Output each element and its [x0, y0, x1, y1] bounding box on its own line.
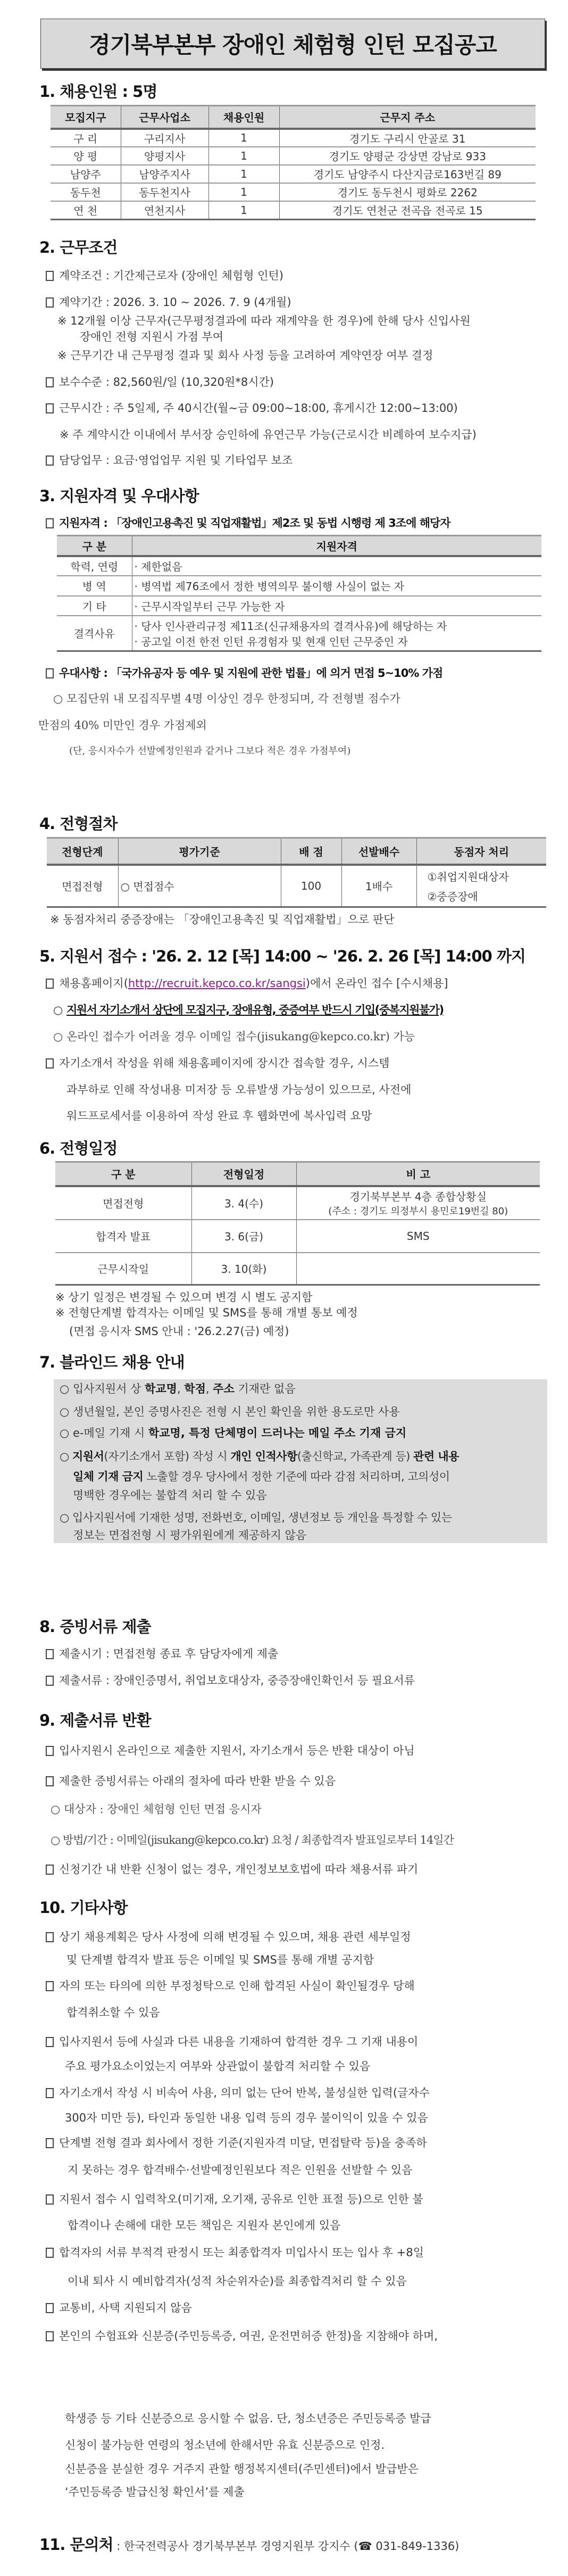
- table-cell: ○ 면접점수: [118, 865, 281, 907]
- note: ※ 12개월 이상 근무자(근무평정결과에 따라 재계약을 한 경우)에 한해 당사 신입사원: [57, 314, 471, 327]
- misc-text: 입사지원서 등에 사실과 다른 내용을 기재하여 합격한 경우 그 기재 내용이: [59, 2035, 419, 2048]
- hours-text: 근무시간 : 주 5일제, 주 40시간(월~금 09:00~18:00, 휴게시간 12:00~13:00): [59, 402, 458, 415]
- square-bullet-icon: [46, 2303, 54, 2313]
- square-bullet-icon: [46, 668, 54, 678]
- seg: ,: [205, 1382, 213, 1395]
- square-bullet-icon: [46, 2037, 54, 2047]
- blind-item: [60, 1449, 459, 1464]
- seg: (출신학교, 가족관계 등): [297, 1450, 414, 1463]
- misc-item: [46, 2300, 192, 2315]
- blind-item: [60, 1381, 296, 1396]
- square-bullet-icon: [46, 1865, 54, 1875]
- note: ※ 주 계약시간 이내에서 부서장 승인하에 유연근무 가능(근로시간 비례하여 보수지급): [60, 428, 477, 441]
- seg: 입사지원서 상: [73, 1382, 145, 1395]
- table-header: 동점자 처리: [416, 838, 546, 865]
- table-cell: 양 평: [51, 147, 121, 165]
- must-write-text: 지원서 자기소개서 상단에 모집지구, 장애유형, 중증여부 반드시 기입(중복지원불가): [66, 1004, 444, 1016]
- work-hours: [46, 401, 458, 416]
- seg: 입사지원서에 기재한 성명, 전화번호, 이메일, 생년정보 등 개인을 특정할 수 있는: [72, 1511, 452, 1524]
- table-row: [57, 596, 541, 616]
- table-header: 모집지구: [51, 106, 121, 129]
- table-cell: 100: [281, 865, 341, 907]
- table-cell: 학력, 연령: [57, 556, 132, 576]
- schedule-table: [55, 1161, 540, 1286]
- note: ※ 전형단계별 합격자는 이메일 및 SMS를 통해 개별 통보 예정: [55, 1306, 358, 1319]
- table-cell: 근무시작일: [55, 1253, 191, 1285]
- seg-bold: 관련 내용: [413, 1450, 459, 1463]
- online-suffix: )에서 온라인 접수 [수시채용]: [305, 977, 448, 990]
- table-cell: · 근무시작일부터 근무 가능한 자: [132, 596, 541, 616]
- return-item: [46, 1862, 418, 1877]
- table-cell: 1: [208, 183, 279, 201]
- section-9-heading: 9. 제출서류 반환: [39, 1711, 151, 1729]
- table-header: 구 분: [55, 1162, 191, 1186]
- recruit-table: [51, 105, 536, 220]
- return-item: [46, 1774, 336, 1788]
- table-cell: 결격사유: [57, 616, 132, 651]
- seg: (자기소개서 포함) 작성 시: [104, 1450, 231, 1463]
- misc-cont: ‘주민등록증 발급신청 확인서’를 제출: [65, 2486, 245, 2498]
- table-row: [51, 147, 536, 165]
- warning-text: 자기소개서 작성을 위해 채용홈페이지에 장시간 접속할 경우, 시스템: [59, 1057, 390, 1070]
- table-header: 평가기준: [118, 838, 281, 865]
- contract-period-text: 계약기간 : 2026. 3. 10 ~ 2026. 7. 9 (4개월): [59, 296, 291, 309]
- table-header: 구 분: [57, 536, 132, 556]
- circle-bullet: ○: [60, 1511, 69, 1524]
- square-bullet-icon: [46, 1058, 54, 1068]
- table-cell: 경기도 구리시 안골로 31: [279, 129, 536, 147]
- table-cell: 면접전형: [47, 865, 118, 907]
- table-cell: [416, 865, 546, 907]
- table-cell: 동두천지사: [121, 183, 208, 201]
- table-header-row: [51, 106, 536, 129]
- table-row: [51, 129, 536, 147]
- square-bullet-icon: [46, 2248, 54, 2258]
- table-header: 전형단계: [47, 838, 118, 865]
- table-cell: 합격자 발표: [55, 1220, 191, 1253]
- submit-timing: [46, 1646, 278, 1661]
- duty-text: 담당업무 : 요금·영업업무 지원 및 기타업무 보조: [59, 454, 293, 467]
- table-cell: 3. 10(화): [191, 1253, 296, 1285]
- return-text: 제출한 증빙서류는 아래의 절차에 따라 반환 받을 수 있음: [59, 1775, 336, 1787]
- square-bullet-icon: [46, 377, 54, 387]
- note: ※ 근무기간 내 근무평정 결과 및 회사 사정 등을 고려하여 계약연장 여부 결정: [57, 349, 433, 362]
- misc-cont: 신분증을 분실한 경우 거주지 관할 행정복지센터(주민센터)에서 발급받은: [65, 2463, 419, 2475]
- docs-text: 제출서류 : 장애인증명서, 취업보호대상자, 중증장애인확인서 등 필요서류: [59, 1674, 415, 1687]
- cell-line: 경기북부본부 4층 종합상황실: [349, 1190, 487, 1203]
- table-cell: 면접전형: [55, 1186, 191, 1220]
- seg-bold: 학교명, 특정 단체명이 드러나는 메일 주소 기재 금지: [148, 1427, 407, 1439]
- square-bullet-icon: [46, 1932, 54, 1942]
- table-row: [57, 616, 541, 651]
- table-row: [47, 865, 546, 907]
- section-11-heading: 11. 문의처: [39, 2536, 113, 2554]
- table-header: 근무지 주소: [279, 106, 536, 129]
- misc-cont: 주요 평가요소이었는지 여부와 상관없이 불합격 처리할 수 있음: [65, 2060, 371, 2073]
- seg: 생년월일, 본인 증명사진은 전형 시 본인 확인을 위한 용도로만 사용: [73, 1405, 400, 1418]
- return-detail: ○ 방법/기간 : 이메일(jisukang@kepco.co.kr) 요청 / 최종합격자 발표일로부터 14일간: [51, 1834, 454, 1846]
- cell-line: ①취업지원대상자: [427, 870, 509, 883]
- duty: [46, 453, 293, 468]
- square-bullet-icon: [46, 271, 54, 281]
- misc-item: [46, 1978, 415, 1993]
- table-cell: 양평지사: [121, 147, 208, 165]
- table-row: [57, 576, 541, 596]
- must-write-note: [53, 1003, 444, 1017]
- table-header: 선발배수: [341, 838, 416, 865]
- table-cell: · 제한없음: [132, 556, 541, 576]
- table-cell: [132, 616, 541, 651]
- table-header: 전형일정: [191, 1162, 296, 1186]
- misc-item: [46, 2329, 438, 2343]
- section-5-heading: 5. 지원서 접수 : '26. 2. 12 [목] 14:00 ~ '26. 2. 26 [목] 14:00 까지: [39, 947, 525, 965]
- table-cell: [296, 1186, 540, 1220]
- misc-cont: 300자 미만 등), 타인과 동일한 내용 입력 등의 경우 불이익이 있을 수 있음: [65, 2111, 428, 2124]
- seg-bold: 학점: [184, 1382, 206, 1395]
- misc-item: [46, 2135, 427, 2150]
- table-header-row: [47, 838, 546, 865]
- misc-cont: 합격취소할 수 있음: [66, 2006, 160, 2019]
- table-cell: 동두천: [51, 183, 121, 201]
- table-cell: 기 타: [57, 596, 132, 616]
- misc-text: 본인의 수험표와 신분증(주민등록증, 여권, 운전면허증 한정)을 지참해야 하며,: [59, 2330, 438, 2342]
- seg-bold: 주소: [213, 1382, 235, 1395]
- misc-cont: 및 단계별 합격자 발표 등은 이메일 및 SMS를 통해 개별 공지함: [66, 1953, 374, 1966]
- section-1-heading: 1. 채용인원 : 5명: [39, 82, 157, 101]
- page-title: 경기북부본부 장애인 체험형 인턴 모집공고: [89, 32, 497, 58]
- misc-item: [46, 1929, 411, 1944]
- timing-text: 제출시기 : 면접전형 종료 후 담당자에게 제출: [59, 1647, 279, 1660]
- pay-level: [46, 375, 274, 390]
- note: 장애인 전형 지원시 가점 부여: [80, 330, 224, 343]
- preference-detail: (단, 응시자수가 선발예정인원과 같거나 그보다 적은 경우 가점부여): [69, 746, 351, 757]
- misc-item: [46, 2085, 430, 2100]
- square-bullet-icon: [46, 518, 54, 528]
- contract-type-text: 계약조건 : 기간제근로자 (장애인 체험형 인턴): [59, 269, 283, 282]
- blind-item-cont: 명백한 경우에는 불합격 처리 할 수 있음: [73, 1489, 267, 1502]
- misc-text: 합격자의 서류 부적격 판정시 또는 최종합격자 미입사시 또는 입사 후 +8일: [59, 2246, 424, 2259]
- table-row: [51, 183, 536, 201]
- table-cell: 연 천: [51, 201, 121, 220]
- contact-line: [39, 2535, 459, 2557]
- circle-bullet: ○: [60, 1450, 69, 1463]
- seg: 기재란 없음: [234, 1382, 296, 1395]
- table-row: [57, 556, 541, 576]
- square-bullet-icon: [46, 1649, 54, 1659]
- note: ※ 상기 일정은 변경될 수 있으며 변경 시 별도 공지함: [55, 1291, 313, 1304]
- table-header: 배 점: [281, 838, 341, 865]
- section-2-heading: 2. 근무조건: [39, 238, 118, 256]
- section-8-heading: 8. 증빙서류 제출: [39, 1618, 151, 1636]
- table-cell: 경기도 동두천시 평화로 2262: [279, 183, 536, 201]
- table-cell: 구리지사: [121, 129, 208, 147]
- table-cell: · 병역법 제76조에서 정한 병역의무 불이행 사실이 없는 자: [132, 576, 541, 596]
- cell-line: ②중증장애: [427, 890, 478, 903]
- square-bullet-icon: [46, 403, 54, 413]
- warning-cont: 과부하로 인해 작성내용 미저장 등 오류발생 가능성이 있으므로, 사전에: [66, 1083, 412, 1096]
- preference-detail: 만점의 40% 미만인 경우 가점제외: [38, 719, 207, 732]
- return-text: 입사지원시 온라인으로 제출한 지원서, 자기소개서 등은 반환 대상이 아님: [59, 1744, 415, 1757]
- table-cell: 남양주지사: [121, 165, 208, 183]
- table-cell: 3. 4(수): [191, 1186, 296, 1220]
- table-cell: 3. 6(금): [191, 1220, 296, 1253]
- table-cell: 1: [208, 165, 279, 183]
- square-bullet-icon: [46, 297, 54, 308]
- table-header: 채용인원: [208, 106, 279, 129]
- table-cell: 1: [208, 201, 279, 220]
- table-cell: 경기도 연천군 전곡읍 전곡로 15: [279, 201, 536, 220]
- table-row: [51, 201, 536, 220]
- misc-text: 자의 또는 타의에 의한 부정청탁으로 인해 합격된 사실이 확인될경우 당해: [59, 1979, 415, 1992]
- table-header: 비 고: [296, 1162, 540, 1186]
- square-bullet-icon: [46, 455, 54, 466]
- table-cell: 병 역: [57, 576, 132, 596]
- table-cell: 남양주: [51, 165, 121, 183]
- square-bullet-icon: [46, 1676, 54, 1686]
- cell-line: · 당사 인사관리규정 제11조(신규채용자의 결격사유)에 해당하는 자: [134, 619, 447, 633]
- cell-line: · 공고일 이전 한전 인턴 유경험자 및 현재 인턴 근무중인 자: [134, 635, 408, 648]
- submit-docs: [46, 1673, 415, 1688]
- table-row: [51, 165, 536, 183]
- section-3-heading: 3. 지원자격 및 우대사항: [39, 487, 199, 505]
- misc-item: [46, 2192, 423, 2207]
- circle-bullet: ○: [60, 1427, 70, 1439]
- preference-text: 우대사항 : 「국가유공자 등 예우 및 지원에 관한 법률」에 의거 면접 5~10% 가점: [59, 667, 443, 680]
- note: (면접 응시자 SMS 안내 : '26.2.27(금) 예정): [69, 1325, 289, 1338]
- square-bullet-icon: [46, 1981, 54, 1991]
- warning-cont: 워드프로세서를 이용하여 작성 완료 후 웹화면에 복사입력 요망: [66, 1109, 372, 1122]
- seg: e-메일 기재 시: [73, 1427, 148, 1439]
- recruit-site-link[interactable]: http://recruit.kepco.co.kr/sangsi: [128, 977, 306, 990]
- misc-cont: 지 못하는 경우 합격배수·선발예정인원보다 적은 인원을 선발할 수 있음: [68, 2164, 413, 2176]
- seg: 노출할 경우 당사에서 정한 기준에 따라 감점 처리하며, 고의성이: [143, 1470, 450, 1483]
- section-7-heading: 7. 블라인드 채용 안내: [39, 1353, 185, 1371]
- square-bullet-icon: [46, 1776, 54, 1786]
- note: ※ 동점자처리 중증장애는 「장애인고용촉진 및 직업재활법」으로 판단: [50, 913, 395, 926]
- table-cell: 연천지사: [121, 201, 208, 220]
- misc-text: 단계별 전형 결과 회사에서 정한 기준(지원자격 미달, 면접탈락 등)을 충족하: [59, 2136, 427, 2149]
- circle-bullet: ○: [53, 1004, 63, 1016]
- table-cell: 1배수: [341, 865, 416, 907]
- table-row: [55, 1186, 540, 1220]
- contact-text: : 한국전력공사 경기북부본부 경영지원부 강지수 (: [113, 2540, 358, 2553]
- section-6-heading: 6. 전형일정: [39, 1139, 118, 1157]
- misc-text: 지원서 접수 시 입력착오(미기재, 오기재, 공유로 인한 표절 등)으로 인한 불: [59, 2193, 423, 2206]
- blind-item: [60, 1404, 400, 1419]
- table-header: 지원자격: [132, 536, 541, 556]
- square-bullet-icon: [46, 2088, 54, 2098]
- table-cell: 경기도 양평군 강상면 강남로 933: [279, 147, 536, 165]
- qualification-table: [57, 535, 541, 652]
- misc-item: [46, 2245, 424, 2260]
- misc-cont: 이내 퇴사 시 예비합격자(성적 차순위자순)를 최종합격처리 할 수 있음: [68, 2275, 407, 2288]
- misc-text: 교통비, 사택 지원되지 않음: [59, 2301, 192, 2314]
- online-prefix: 채용홈페이지(: [59, 977, 128, 990]
- qualification: [46, 516, 450, 531]
- misc-cont: 학생증 등 기타 신분증으로 응시할 수 없음. 단, 청소년증은 주민등록증 발급: [65, 2412, 431, 2425]
- selection-process-table: [47, 837, 546, 908]
- cell-line: (주소 : 경기도 의정부시 용민로19번길 80): [328, 1206, 508, 1217]
- return-item: [46, 1743, 415, 1758]
- seg: ,: [177, 1382, 185, 1395]
- square-bullet-icon: [46, 2138, 54, 2148]
- blind-item-cont: 정보는 면접전형 시 평가위원에게 제공하지 않음: [73, 1529, 307, 1542]
- square-bullet-icon: [46, 2194, 54, 2205]
- blind-item: [60, 1510, 452, 1525]
- table-cell: 경기도 남양주시 다산지금로163번길 89: [279, 165, 536, 183]
- misc-cont: 신청이 불가능한 연령의 청소년에 한해서만 유효 신분증으로 인정.: [65, 2439, 385, 2451]
- misc-text: 자기소개서 작성 시 비속어 사용, 의미 없는 단어 반복, 불성실한 입력(글자수: [59, 2086, 430, 2099]
- return-text: 신청기간 내 반환 신청이 없는 경우, 개인정보보호법에 따라 채용서류 파기: [59, 1863, 419, 1876]
- contract-type: [46, 268, 283, 283]
- contract-period: [46, 295, 291, 310]
- seg-bold: 학교명: [145, 1382, 177, 1395]
- qualification-text: 지원자격 : 「장애인고용촉진 및 직업재활법」제2조 및 동법 시행령 제 3조에 해당자: [59, 517, 450, 529]
- table-row: [55, 1253, 540, 1285]
- misc-cont: 합격이나 손해에 대한 모든 책임은 지원자 본인에게 있음: [68, 2219, 341, 2232]
- misc-text: 상기 채용계획은 당사 사정에 의해 변경될 수 있으며, 채용 관련 세부일정: [59, 1931, 411, 1943]
- table-cell: 1: [208, 129, 279, 147]
- seg-bold: 개인 인적사항: [230, 1450, 297, 1463]
- section-4-heading: 4. 전형절차: [39, 815, 118, 833]
- title-banner: [40, 19, 545, 69]
- table-cell: SMS: [296, 1220, 540, 1253]
- table-row: [55, 1220, 540, 1253]
- seg-bold: 지원서: [72, 1450, 104, 1463]
- pay-text: 보수수준 : 82,560원/일 (10,320원*8시간): [59, 376, 274, 388]
- table-header-row: [55, 1162, 540, 1186]
- phone-icon: ☎: [358, 2540, 372, 2553]
- preference-detail: ○ 모집단위 내 모집직무별 4명 이상인 경우 한정되며, 각 전형별 점수가: [53, 692, 400, 705]
- square-bullet-icon: [46, 1746, 54, 1756]
- section-10-heading: 10. 기타사항: [39, 1899, 128, 1917]
- preference: [46, 666, 442, 681]
- table-cell: 구 리: [51, 129, 121, 147]
- warning: [46, 1056, 389, 1071]
- circle-bullet: ○: [60, 1382, 70, 1395]
- table-cell: 1: [208, 147, 279, 165]
- return-detail: ○ 대상자 : 장애인 체험형 인턴 면접 응시자: [51, 1803, 262, 1816]
- table-cell: [296, 1253, 540, 1285]
- blind-item-cont: [73, 1469, 450, 1484]
- table-header-row: [57, 536, 541, 556]
- table-header: 근무사업소: [121, 106, 208, 129]
- online-application: [46, 976, 448, 991]
- square-bullet-icon: [46, 2331, 54, 2341]
- misc-item: [46, 2034, 418, 2049]
- contact-phone: 031-849-1336): [372, 2540, 460, 2553]
- email-application: ○ 온라인 접수가 어려울 경우 이메일 접수(jisukang@kepco.co.kr) 가능: [53, 1030, 415, 1043]
- circle-bullet: ○: [60, 1405, 70, 1418]
- blind-item: [60, 1426, 406, 1440]
- square-bullet-icon: [46, 979, 54, 989]
- seg-bold: 일체 기재 금지: [73, 1470, 144, 1483]
